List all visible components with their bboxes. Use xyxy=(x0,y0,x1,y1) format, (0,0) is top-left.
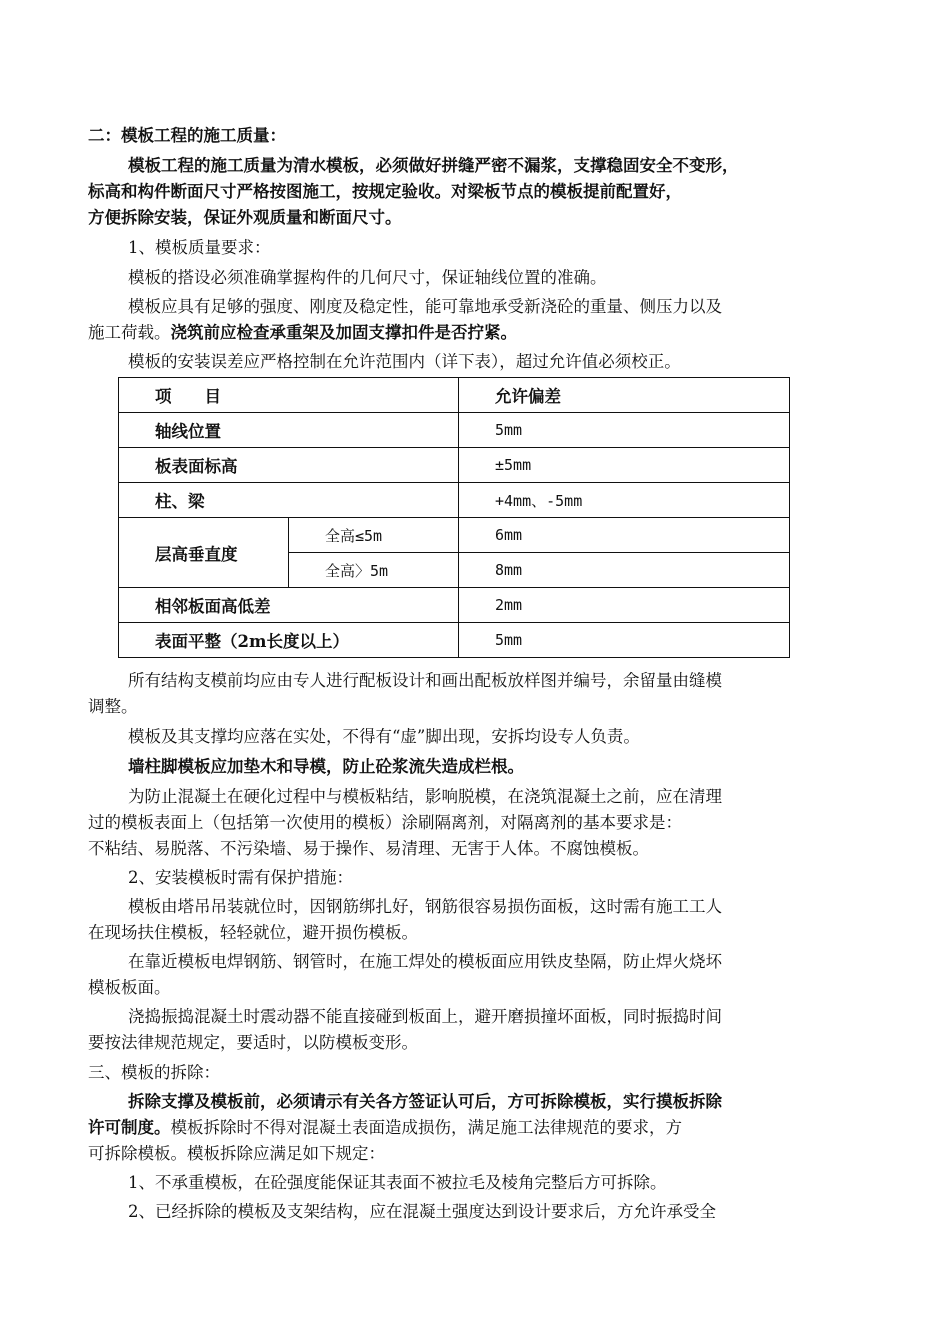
table-cell-tolerance: ±5mm xyxy=(459,448,790,483)
para-4-line-2: 调整。 xyxy=(88,697,138,716)
table-cell-tolerance: 2mm xyxy=(459,588,790,623)
para-9-line-2: 模板板面。 xyxy=(88,978,171,997)
table-row xyxy=(119,518,790,553)
para-10-line-2: 要按法律规范规定，要适时，以防模板变形。 xyxy=(88,1033,418,1052)
rule-1: 1、不承重模板，在砼强度能保证其表面不被拉毛及棱角完整后方可拆除。 xyxy=(128,1173,667,1192)
table-cell-tolerance: 8mm xyxy=(459,553,790,588)
subheading-1: 1、模板质量要求： xyxy=(128,238,271,257)
table-cell-item: 柱、梁 xyxy=(119,483,459,518)
para-2-line-1: 模板应具有足够的强度、刚度及稳定性，能可靠地承受新浇砼的重量、侧压力以及 xyxy=(128,297,722,316)
para-11-bold: 许可制度。 xyxy=(88,1118,171,1137)
para-11-line-2 xyxy=(88,1116,682,1140)
table-cell-tolerance: 5mm xyxy=(459,413,790,448)
para-11-line-1: 拆除支撑及模板前，必须请示有关各方签证认可后，方可拆除模板，实行摸板拆除 xyxy=(128,1092,722,1111)
table-cell-tolerance: +4mm、-5mm xyxy=(459,483,790,518)
table-cell-subitem: 全高≤5m xyxy=(289,518,459,553)
table-row xyxy=(119,588,790,623)
para-8-line-2: 在现场扶住模板，轻轻就位，避开损伤模板。 xyxy=(88,923,418,942)
para-8-line-1: 模板由塔吊吊装就位时，因钢筋绑扎好，钢筋很容易损伤面板，这时需有施工工人 xyxy=(128,897,722,916)
table-row xyxy=(119,448,790,483)
para-11-line-3: 可拆除模板。模板拆除应满足如下规定： xyxy=(88,1144,385,1163)
rule-2: 2、已经拆除的模板及支架结构，应在混凝土强度达到设计要求后，方允许承受全 xyxy=(128,1202,716,1221)
para-1: 模板的搭设必须准确掌握构件的几何尺寸，保证轴线位置的准确。 xyxy=(128,268,607,287)
table-row xyxy=(119,413,790,448)
para-6: 墙柱脚模板应加垫木和导模，防止砼浆流失造成栏根。 xyxy=(128,757,524,776)
para-2-line-2 xyxy=(88,321,517,345)
para-4-line-1: 所有结构支模前均应由专人进行配板设计和画出配板放样图并编号，余留量由缝模 xyxy=(128,671,722,690)
table-header-tolerance: 允许偏差 xyxy=(459,378,790,413)
table-cell-tolerance: 5mm xyxy=(459,623,790,658)
table-cell-tolerance: 6mm xyxy=(459,518,790,553)
table-row xyxy=(119,483,790,518)
para-7-line-1: 为防止混凝土在硬化过程中与模板粘结，影响脱模，在浇筑混凝土之前，应在清理 xyxy=(128,787,722,806)
para-10-line-1: 浇捣振捣混凝土时震动器不能直接碰到板面上，避开磨损撞坏面板，同时振捣时间 xyxy=(128,1007,722,1026)
para-11-normal: 模板拆除时不得对混凝土表面造成损伤，满足施工法律规范的要求，方 xyxy=(170,1118,682,1137)
para-9-line-1: 在靠近模板电焊钢筋、钢管时，在施工焊处的模板面应用铁皮垫隔，防止焊火烧坏 xyxy=(128,952,722,971)
table-header-row xyxy=(119,378,790,413)
table-cell-item: 层高垂直度 xyxy=(119,518,289,588)
table-header-item: 项 目 xyxy=(119,378,459,413)
para-7-line-2: 过的模板表面上（包括第一次使用的模板）涂刷隔离剂，对隔离剂的基本要求是： xyxy=(88,813,682,832)
section-heading-3: 三、模板的拆除： xyxy=(88,1063,220,1082)
para-3: 模板的安装误差应严格控制在允许范围内（详下表），超过允许值必须校正。 xyxy=(128,352,681,371)
intro-line-3: 方便拆除安装，保证外观质量和断面尺寸。 xyxy=(88,208,402,227)
tolerance-table xyxy=(118,377,790,658)
table-cell-subitem: 全高〉5m xyxy=(289,553,459,588)
table-cell-item: 表面平整（2m长度以上） xyxy=(119,623,459,658)
table-row xyxy=(119,623,790,658)
para-7-line-3: 不粘结、易脱落、不污染墙、易于操作、易清理、无害于人体。不腐蚀模板。 xyxy=(88,839,649,858)
table-cell-item: 相邻板面高低差 xyxy=(119,588,459,623)
subheading-2: 2、安装模板时需有保护措施： xyxy=(128,868,353,887)
para-2-normal: 施工荷载。 xyxy=(88,323,171,342)
intro-line-2: 标高和构件断面尺寸严格按图施工，按规定验收。对梁板节点的模板提前配置好， xyxy=(88,182,682,201)
intro-line-1: 模板工程的施工质量为清水模板，必须做好拼缝严密不漏浆，支撑稳固安全不变形， xyxy=(128,156,739,175)
para-5: 模板及其支撑均应落在实处，不得有“虚”脚出现，安拆均设专人负责。 xyxy=(128,727,640,746)
table-cell-item: 板表面标高 xyxy=(119,448,459,483)
table-cell-item: 轴线位置 xyxy=(119,413,459,448)
para-2-bold: 浇筑前应检查承重架及加固支撑扣件是否拧紧。 xyxy=(170,323,517,342)
section-heading-2: 二：模板工程的施工质量： xyxy=(88,126,286,145)
